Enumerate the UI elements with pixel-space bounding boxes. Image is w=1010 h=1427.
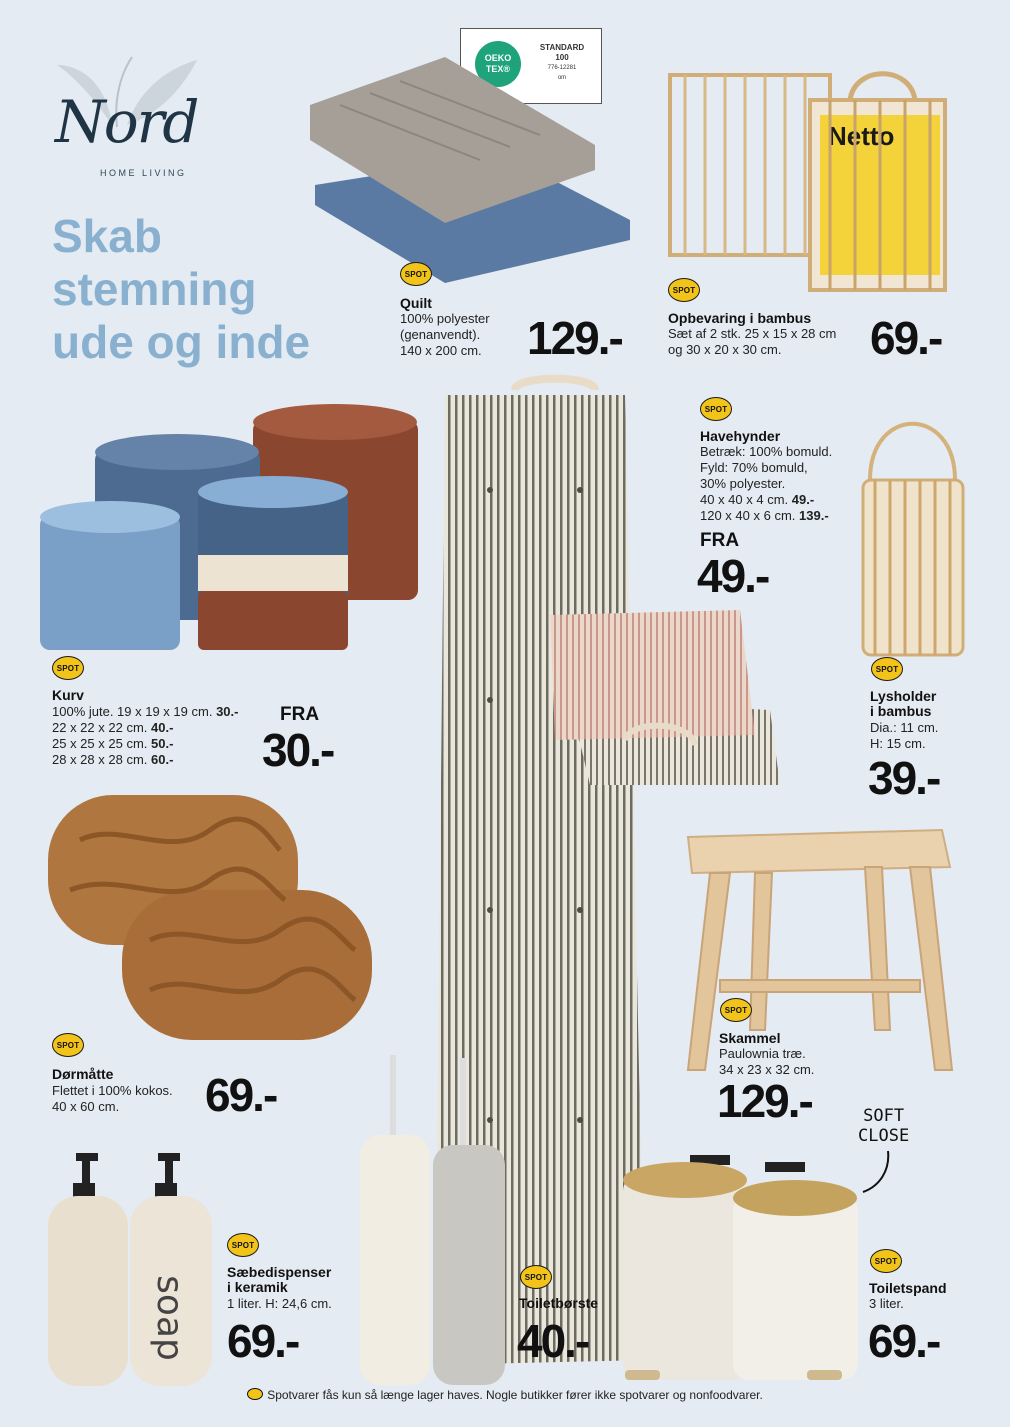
spot-badge: SPOT [227,1233,259,1257]
spot-badge: SPOT [700,397,732,421]
headline-line: stemning [52,263,257,315]
havehynder-size-row: 120 x 40 x 6 cm. 139.- [700,508,829,523]
spot-badge: SPOT [871,657,903,681]
soap-dispenser-image [40,1148,220,1388]
spot-badge: SPOT [52,656,84,680]
headline-line: Skab [52,210,162,262]
spot-badge: SPOT [720,998,752,1022]
quilt-price: 129.- [527,312,622,364]
toiletspand-desc: 3 liter. [869,1296,904,1311]
spot-badge: SPOT [52,1033,84,1057]
pedal-bin-image [615,1150,865,1385]
havehynder-from: FRA [700,530,740,551]
oeko-number: 100 [555,53,569,62]
saebedispenser-price: 69.- [227,1315,299,1367]
kurv-name: Kurv [52,687,84,703]
spot-badge: SPOT [870,1249,902,1273]
toiletspand-name: Toiletspand [869,1280,947,1296]
dormatte-desc: Flettet i 100% kokos. 40 x 60 cm. [52,1083,173,1114]
quilt-name: Quilt [400,295,432,311]
oeko-code: 776-12281 [547,65,577,71]
lysholder-desc: Dia.: 11 cm. H: 15 cm. [870,720,939,751]
toiletborste-price: 40.- [517,1315,589,1367]
seat-cushion-image [530,600,790,800]
dormatte-price: 69.- [205,1069,277,1121]
opbevaring-price: 69.- [870,312,942,364]
havehynder-desc: Betræk: 100% bomuld. Fyld: 70% bomuld, 30% polyester. 40 x 40 x 4 cm. 49.- 120 x 40 x 6 cm. 139.- [700,444,833,523]
dormatte-name: Dørmåtte [52,1066,114,1082]
havehynder-name: Havehynder [700,428,781,444]
soap-bottle-text: soap [149,1275,190,1361]
headline [52,210,310,369]
quilt-desc: 100% polyester (genanvendt). 140 x 200 cm. [400,311,490,358]
headline-line: ude og inde [52,316,311,368]
kurv-size-row: 28 x 28 x 28 cm. 60.- [52,752,174,767]
spot-badge: SPOT [520,1265,552,1289]
havehynder-price: 49.- [697,550,769,602]
toiletborste-name: Toiletbørste [519,1295,599,1311]
kurv-sizes [52,704,238,768]
kurv-size-row: 22 x 22 x 22 cm. 40.- [52,720,174,735]
kurv-size-row: 25 x 25 x 25 cm. 50.- [52,736,174,751]
oeko-tex-badge: OEKO TEX® [475,41,521,87]
opbevaring-desc: Sæt af 2 stk. 25 x 15 x 28 cm og 30 x 20 x 30 cm. [668,326,837,357]
footer-text: Spotvarer fås kun så længe lager haves. Nogle butikker fører ikke spotvarer og nonfoodvarer. [267,1388,763,1402]
opbevaring-name: Opbevaring i bambus [668,310,812,326]
oeko-standard: STANDARD [539,43,585,52]
lantern-image [855,400,970,665]
skammel-price: 129.- [717,1075,812,1127]
spot-badge: SPOT [668,278,700,302]
saebedispenser-desc: 1 liter. H: 24,6 cm. [227,1296,332,1311]
kurv-size-row: 100% jute. 19 x 19 x 19 cm. 30.- [52,704,239,719]
kurv-from: FRA [280,704,320,725]
skammel-desc: Paulownia træ. 34 x 23 x 32 cm. [719,1046,815,1077]
skammel-name: Skammel [719,1030,781,1046]
logo-brand: Nord [55,88,198,156]
quilt-image [295,45,645,295]
footer-note [0,1388,1010,1402]
toilet-brush-image [355,1050,515,1390]
kurv-image [35,400,425,655]
oeko-sub: om [557,75,567,81]
magazine-title: Netto [828,121,895,151]
logo-subtitle: HOME LIVING [100,168,187,178]
spot-icon [247,1388,263,1400]
toiletspand-price: 69.- [868,1315,940,1367]
lysholder-price: 39.- [868,752,940,804]
doormat-image [40,790,380,1045]
spot-badge: SPOT [400,262,432,286]
havehynder-size-row: 40 x 40 x 4 cm. 49.- [700,492,815,507]
saebedispenser-name: Sæbedispenser i keramik [227,1264,332,1295]
soft-close-note: SOFT CLOSE [858,1106,910,1146]
bamboo-storage-image [660,45,960,305]
lysholder-name: Lysholder i bambus [870,688,937,719]
kurv-price: 30.- [262,724,334,776]
